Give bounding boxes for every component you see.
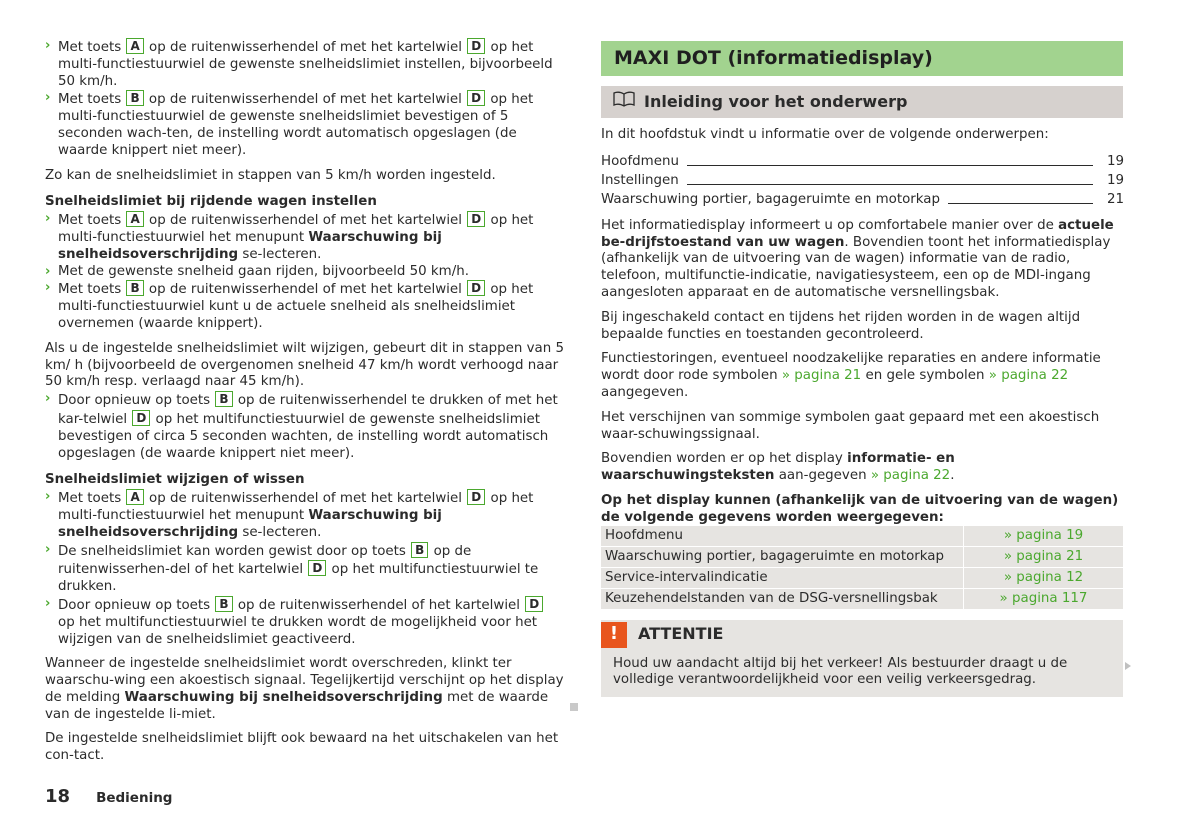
right-column — [601, 41, 1123, 697]
page-link[interactable]: » pagina 117 — [963, 589, 1123, 609]
bullet-arrow-icon: › — [45, 489, 51, 505]
key-d-icon: D — [467, 280, 485, 296]
bullet-arrow-icon: › — [45, 595, 51, 611]
key-d-icon: D — [525, 596, 543, 612]
warning-box — [601, 620, 1123, 698]
warning-header: ! ATTENTIE — [601, 620, 1123, 650]
page-link[interactable]: » pagina 12 — [963, 568, 1123, 588]
key-b-icon: B — [126, 280, 143, 296]
bullet-arrow-icon: › — [45, 541, 51, 557]
page-link[interactable]: » pagina 22 — [870, 468, 951, 484]
bullet-arrow-icon: › — [45, 90, 51, 106]
list-item: › Met toets A op de ruitenwisserhendel of met het kartelwiel D op het multi-functiestuurwiel het menupunt Waarschuwing bij snelheidsoverschrijding se-lecteren. — [45, 211, 534, 262]
key-a-icon: A — [126, 38, 143, 54]
key-d-icon: D — [308, 560, 326, 576]
list-item: › Door opnieuw op toets B op de ruitenwisserhendel of het kartelwiel D op het multifunctiestuurwiel te drukken wordt de mogelijkheid voor het wijzigen van de snelheidslimiet geactiveerd. — [45, 596, 565, 648]
key-d-icon: D — [467, 38, 485, 54]
section-name: Bediening — [96, 790, 173, 806]
list-item: › Met toets B op de ruitenwisserhendel of met het kartelwiel D op het multi-functiestuurwiel kunt u de actuele snelheid als snelheidslimiet overnemen (waarde knippert). — [45, 280, 534, 331]
bullet-arrow-icon: › — [45, 38, 51, 53]
warning-text: Houd uw aandacht altijd bij het verkeer! Als bestuurder draagt u de volledige verantwoordelijkheid voor een veilig verkeersgedrag. — [613, 655, 1068, 688]
page-link[interactable]: » pagina 19 — [963, 526, 1123, 546]
section-title: Inleiding voor het onderwerp — [601, 86, 1123, 118]
book-icon — [613, 86, 635, 118]
paragraph: Als u de ingestelde snelheidslimiet wilt wijzigen, gebeurt dit in stappen van 5 km/ h (bijvoorbeeld de overgenomen snelheid 47 km/h wordt verhoogd naar 50 km/h resp. verlaagd naar 45 km/h). — [45, 340, 565, 390]
paragraph: Bovendien worden er op het display informatie- en waarschuwingsteksten aan-gegeven » pagina 22. — [601, 451, 955, 484]
topic-table — [601, 525, 1123, 610]
table-heading: Op het display kunnen (afhankelijk van de uitvoering van de wagen) de volgende gegevens worden weergegeven: — [601, 492, 1119, 525]
table-row: Hoofdmenu » pagina 19 — [601, 526, 1123, 546]
page-link[interactable]: » pagina 22 — [988, 368, 1069, 384]
paragraph: De ingestelde snelheidslimiet blijft ook bewaard na het uitschakelen van het con-tact. — [45, 731, 559, 764]
table-row: Waarschuwing portier, bagageruimte en motorkap » pagina 21 — [601, 547, 1123, 567]
page-link[interactable]: » pagina 21 — [963, 547, 1123, 567]
key-d-icon: D — [132, 410, 150, 426]
table-row: Keuzehendelstanden van de DSG-versnellingsbak » pagina 117 — [601, 589, 1123, 609]
list-item: › Met de gewenste snelheid gaan rijden, bijvoorbeeld 50 km/h. — [45, 263, 469, 279]
key-a-icon: A — [126, 489, 143, 505]
table-row: Service-intervalindicatie » pagina 12 — [601, 568, 1123, 588]
key-b-icon: B — [215, 596, 232, 612]
paragraph: Bij ingeschakeld contact en tijdens het rijden worden in de wagen altijd bepaalde functies en toestanden gecontroleerd. — [601, 309, 1081, 342]
table-of-contents — [601, 152, 1123, 209]
key-b-icon: B — [215, 391, 232, 407]
warning-icon: ! — [601, 622, 627, 648]
paragraph: Functiestoringen, eventueel noodzakelijke reparaties en andere informatie wordt door rode symbolen » pagina 21 en gele symbolen » pagina 22 aangegeven. — [601, 351, 1101, 400]
paragraph: Het informatiedisplay informeert u op comfortabele manier over de actuele be-drijfstoestand van uw wagen. Bovendien toont het informatiedisplay (afhankelijk van de uitvoering van de wagen) informatie van de radio, telefoon, multifunctie-indicatie, navigatiesysteem, een op de MDI-ingang aangesloten apparaat en de automatische versnellingsbak. — [601, 217, 1114, 300]
list-item: › Door opnieuw op toets B op de ruitenwisserhendel te drukken of met het kar-telwiel D op het multifunctiestuurwiel de gewenste snelheidslimiet bevestigen of circa 5 seconden wachten, de instelling wordt automatisch opgeslagen (de waarde knippert niet meer). — [45, 391, 558, 461]
list-item: › De snelheidslimiet kan worden gewist door op toets B op de ruitenwisserhen-del of het kartelwiel D op het multifunctiestuurwiel te drukken. — [45, 541, 539, 595]
list-item: › Met toets A op de ruitenwisserhendel of met het kartelwiel D op het multi-functiestuurwiel de gewenste snelheidslimiet instellen, bijvoorbeeld 50 km/h. — [45, 38, 553, 89]
key-b-icon: B — [126, 90, 143, 106]
continue-arrow-icon — [1125, 662, 1131, 670]
page-number: 18 — [45, 786, 71, 807]
bullet-arrow-icon: › — [45, 280, 51, 296]
left-column — [45, 38, 565, 773]
list-item: › Met toets B op de ruitenwisserhendel of met het kartelwiel D op het multi-functiestuurwiel de gewenste snelheidslimiet bevestigen of 5 seconden wach-ten, de instelling wordt automatisch opgeslagen (de waarde knippert niet meer). — [45, 90, 534, 158]
chapter-title: MAXI DOT (informatiedisplay) — [601, 41, 1123, 76]
bullet-arrow-icon: › — [45, 263, 51, 279]
page-link[interactable]: » pagina 21 — [781, 368, 862, 384]
paragraph: Wanneer de ingestelde snelheidslimiet wordt overschreden, klinkt ter waarschu-wing een akoestisch signaal. Tegelijkertijd verschijnt op het display de melding Waarschuwing bij snelheidsoverschrijding met de waarde van de ingestelde li-miet. — [45, 656, 564, 722]
paragraph: Het verschijnen van sommige symbolen gaat gepaard met een akoestisch waar-schuwingssignaal. — [601, 409, 1100, 442]
toc-row[interactable]: Hoofdmenu 19 — [601, 154, 1125, 169]
key-b-icon: B — [411, 542, 428, 558]
intro-text: In dit hoofdstuk vindt u informatie over de volgende onderwerpen: — [601, 127, 1049, 142]
page-footer — [45, 786, 173, 807]
key-d-icon: D — [467, 211, 485, 227]
section-heading: Snelheidslimiet wijzigen of wissen — [45, 472, 305, 488]
section-heading: Snelheidslimiet bij rijdende wagen instellen — [45, 194, 377, 210]
bullet-arrow-icon: › — [45, 391, 51, 407]
end-square-icon — [570, 703, 578, 711]
bullet-arrow-icon: › — [45, 211, 51, 227]
toc-row[interactable]: Waarschuwing portier, bagageruimte en motorkap 21 — [601, 192, 1125, 207]
list-item: › Met toets A op de ruitenwisserhendel of met het kartelwiel D op het multi-functiestuurwiel het menupunt Waarschuwing bij snelheidsoverschrijding se-lecteren. — [45, 489, 534, 540]
key-d-icon: D — [467, 90, 485, 106]
key-a-icon: A — [126, 211, 143, 227]
toc-row[interactable]: Instellingen 19 — [601, 173, 1125, 188]
paragraph: Zo kan de snelheidslimiet in stappen van 5 km/h worden ingesteld. — [45, 167, 496, 183]
key-d-icon: D — [467, 489, 485, 505]
